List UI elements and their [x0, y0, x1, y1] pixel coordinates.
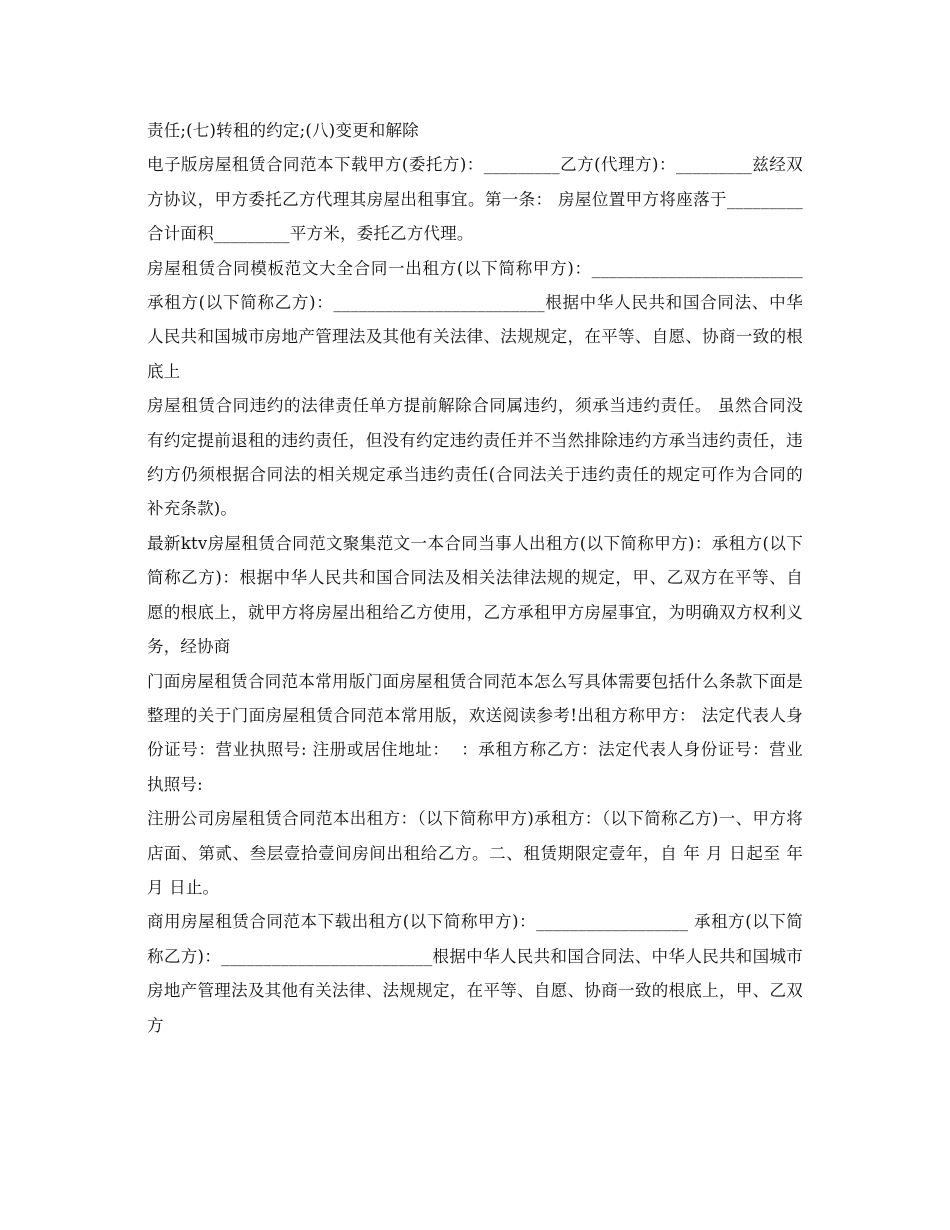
paragraph-storefront-lease: 门面房屋租赁合同范本常用版门面房屋租赁合同范本怎么写具体需要包括什么条款下面是整理的关于门面房屋租赁合同范本常用版，欢送阅读参考!出租方称甲方： 法定代表人身份证号：营业执照号: 注册或居住地址： ：承租方称乙方：法定代表人身份证号：营业执照号:	[147, 671, 803, 794]
paragraph-company-registration-lease: 注册公司房屋租赁合同范本出租方：（以下简称甲方)承租方：（以下简称乙方)一、甲方将 店面、第贰、叁层壹拾壹间房间出租给乙方。二、租赁期限定壹年，自 年 月 日起至 年 月 日止。	[147, 809, 809, 897]
paragraph-electronic-lease-agent: 电子版房屋租赁合同范本下载甲方(委托方)：_________乙方(代理方)：_________兹经双方协议，甲方委托乙方代理其房屋出租事宜。第一条： 房屋位置甲方将座落于_________合计面积_________平方米，委托乙方代理。	[147, 155, 803, 244]
paragraph-commercial-lease: 商用房屋租赁合同范本下载出租方(以下简称甲方)：__________________ 承租方(以下简称乙方)：_________________________根据中华人民共和国合同法、中华人民共和国城市房地产管理法及其他有关法律、法规规定，在平等、自愿、协商一致的根底上，甲、乙双方	[147, 912, 803, 1035]
document-body	[147, 114, 809, 1043]
paragraph-breach-liability: 房屋租赁合同违约的法律责任单方提前解除合同属违约，须承当违约责任。 虽然合同没有约定提前退租的违约责任，但没有约定违约责任并不当然排除违约方承当违约责任，违约方仍须根据合同法的相关规定承当违约责任(合同法关于违约责任的规定可作为合同的补充条款)。	[147, 396, 803, 519]
paragraph-transfer-terms: 责任;(七)转租的约定;(八)变更和解除	[147, 121, 419, 140]
paragraph-ktv-lease: 最新ktv房屋租赁合同范文聚集范文一本合同当事人出租方(以下简称甲方)：承租方(以下简称乙方)：根据中华人民共和国合同法及相关法律法规的规定，甲、乙双方在平等、自愿的根底上，就甲方将房屋出租给乙方使用，乙方承租甲方房屋事宜，为明确双方权利义务，经协商	[147, 533, 803, 657]
paragraph-lease-template-collection: 房屋租赁合同模板范文大全合同一出租方(以下简称甲方)：_________________________承租方(以下简称乙方)：_________________________根据中华人民共和国合同法、中华人民共和国城市房地产管理法及其他有关法律、法规规定，在平等、自愿、协商一致的根底上	[147, 258, 803, 381]
